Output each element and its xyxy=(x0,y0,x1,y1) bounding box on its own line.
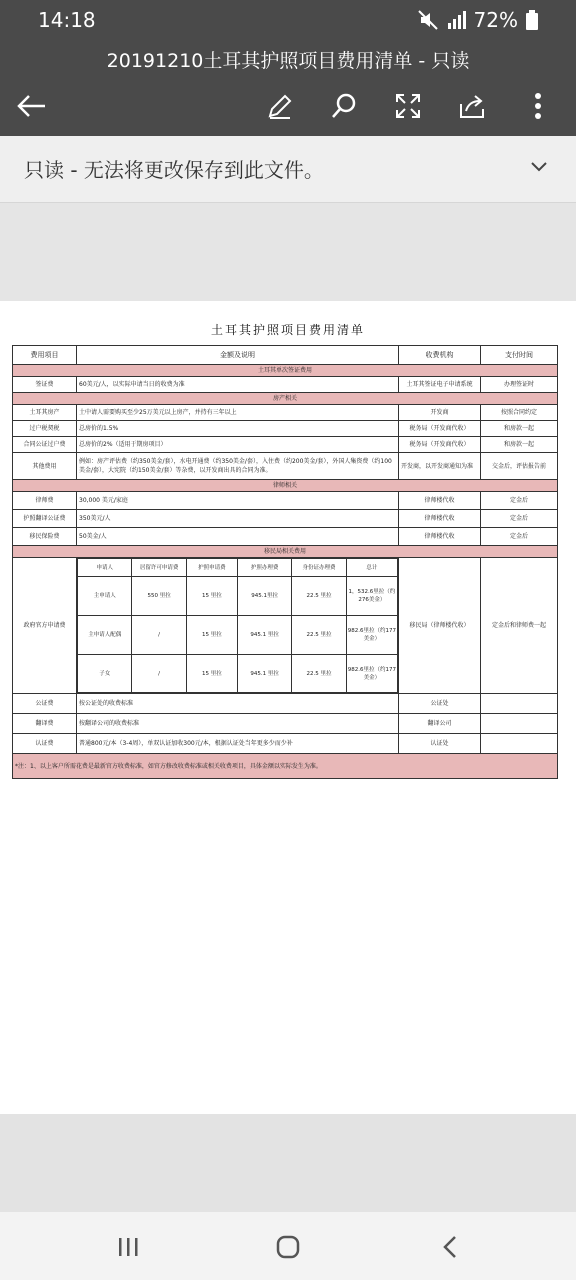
table-cell: 律师楼代收 xyxy=(399,492,481,510)
table-cell: 护照翻译公证费 xyxy=(13,510,77,528)
fee-breakdown-table xyxy=(77,558,398,693)
expand-icon xyxy=(395,93,421,119)
inner-header-cell: 护照申请费 xyxy=(186,559,237,577)
table-cell: 60美元/人，以实际申请当日的收费为准 xyxy=(77,377,399,393)
table-row xyxy=(13,558,558,694)
inner-cell: 22.5 里拉 xyxy=(292,616,346,655)
header-cell: 金额及说明 xyxy=(77,346,399,365)
table-cell: 税务局（开发商代收） xyxy=(399,421,481,437)
header-cell: 收费机构 xyxy=(399,346,481,365)
inner-header-cell: 申请人 xyxy=(78,559,132,577)
sheet-title: 土耳其护照项目费用清单 xyxy=(210,323,365,337)
inner-cell: 主申请人配偶 xyxy=(78,616,132,655)
table-cell: 土耳其签证电子申请系统 xyxy=(399,377,481,393)
inner-cell: 982.6里拉（约177美金） xyxy=(346,655,397,693)
inner-cell: 15 里拉 xyxy=(186,577,237,616)
table-cell: 开发商 xyxy=(399,405,481,421)
table-cell: 交金后，评估报告前 xyxy=(481,453,558,480)
recent-apps-icon xyxy=(117,1236,139,1258)
home-button[interactable] xyxy=(268,1232,308,1262)
inner-row xyxy=(78,616,398,655)
home-icon xyxy=(275,1234,301,1260)
footnote: *注：1、以上客户所需花费是最新官方收费标准，如官方修改收费标准或相关收费项目，具体金额以实际发生为准。 xyxy=(13,754,558,779)
table-cell: 认证费 xyxy=(13,734,77,754)
table-row xyxy=(13,405,558,421)
table-cell: 签证费 xyxy=(13,377,77,393)
system-back-button[interactable] xyxy=(430,1232,470,1262)
table-cell: 办理签证时 xyxy=(481,377,558,393)
table-cell: 按翻译公司的收费标准 xyxy=(77,714,399,734)
inner-header-row xyxy=(78,559,398,577)
table-row xyxy=(13,421,558,437)
section-title: 移民局相关费用 xyxy=(13,546,558,558)
table-cell: 翻译公司 xyxy=(399,714,481,734)
inner-header-cell: 护照办理费 xyxy=(237,559,291,577)
table-cell: 总房价的2%（适用于期房项目） xyxy=(77,437,399,453)
table-row xyxy=(13,377,558,393)
table-cell: 公证处 xyxy=(399,694,481,714)
inner-cell: 945.1里拉 xyxy=(237,577,291,616)
table-cell: 律师楼代收 xyxy=(399,528,481,546)
status-time: 14:18 xyxy=(38,8,96,32)
inner-cell: 15 里拉 xyxy=(186,655,237,693)
table-row xyxy=(13,528,558,546)
mute-icon xyxy=(418,10,438,30)
table-cell: 土中请人需要购买至少25万美元以上房产，并持有三年以上 xyxy=(77,405,399,421)
back-button[interactable] xyxy=(12,86,52,126)
table-row xyxy=(13,492,558,510)
edit-button[interactable] xyxy=(260,86,300,126)
inner-cell: 945.1 里拉 xyxy=(237,616,291,655)
inner-cell: 550 里拉 xyxy=(132,577,186,616)
table-cell xyxy=(481,714,558,734)
inner-cell: 1，532.6里拉（约276美金） xyxy=(346,577,397,616)
viewer-background-bottom xyxy=(0,1114,576,1212)
table-row xyxy=(13,694,558,714)
inner-cell: 22.5 里拉 xyxy=(292,577,346,616)
signal-icon xyxy=(446,11,466,29)
table-cell: 公证费 xyxy=(13,694,77,714)
document-page[interactable] xyxy=(0,301,576,1114)
section-row xyxy=(13,393,558,405)
note-row xyxy=(13,754,558,779)
table-cell xyxy=(481,734,558,754)
table-cell: 350美元/人 xyxy=(77,510,399,528)
app-bar xyxy=(0,42,576,136)
share-icon xyxy=(458,92,486,120)
table-cell: 定金后 xyxy=(481,510,558,528)
readonly-banner xyxy=(0,136,576,203)
section-title: 房产相关 xyxy=(13,393,558,405)
table-cell: 30,000 美元/家庭 xyxy=(77,492,399,510)
table-row xyxy=(13,437,558,453)
table-cell: 定金后 xyxy=(481,492,558,510)
table-header-row xyxy=(13,346,558,365)
system-navigation-bar xyxy=(0,1212,576,1280)
fullscreen-button[interactable] xyxy=(388,86,428,126)
table-row xyxy=(13,453,558,480)
table-cell: 50美金/人 xyxy=(77,528,399,546)
recent-apps-button[interactable] xyxy=(108,1232,148,1262)
inner-cell: 945.1 里拉 xyxy=(237,655,291,693)
table-cell: 合同公证过户费 xyxy=(13,437,77,453)
battery-level: 72% xyxy=(473,8,518,32)
inner-row xyxy=(78,655,398,693)
table-cell: 律师费 xyxy=(13,492,77,510)
table-cell: 过户税契税 xyxy=(13,421,77,437)
table-cell: 土耳其房产 xyxy=(13,405,77,421)
inner-cell: / xyxy=(132,655,186,693)
inner-cell: 982.6里拉（约177美金） xyxy=(346,616,397,655)
table-row xyxy=(13,734,558,754)
back-arrow-icon xyxy=(17,94,47,118)
inner-cell: 子女 xyxy=(78,655,132,693)
table-cell: 定金后 xyxy=(481,528,558,546)
table-cell: 认证处 xyxy=(399,734,481,754)
inner-cell: / xyxy=(132,616,186,655)
document-title: 20191210土耳其护照项目费用清单 - 只读 xyxy=(106,50,470,72)
header-cell: 费用项目 xyxy=(13,346,77,365)
table-cell: 按公证处的收费标准 xyxy=(77,694,399,714)
table-cell: 开发商，以开发商通知为准 xyxy=(399,453,481,480)
battery-icon xyxy=(526,10,538,30)
search-icon xyxy=(330,92,358,120)
table-cell: 其他费用 xyxy=(13,453,77,480)
chevron-down-icon[interactable] xyxy=(530,158,548,177)
more-options-button[interactable] xyxy=(518,86,558,126)
section-title: 律师相关 xyxy=(13,480,558,492)
edit-pen-icon xyxy=(266,92,294,120)
table-cell: 和房款一起 xyxy=(481,421,558,437)
section-row xyxy=(13,546,558,558)
table-cell: 律师楼代收 xyxy=(399,510,481,528)
table-cell: 按照合同约定 xyxy=(481,405,558,421)
more-vertical-icon xyxy=(534,93,542,119)
inner-cell: 主申请人 xyxy=(78,577,132,616)
table-cell: 移民保险费 xyxy=(13,528,77,546)
viewer-background-top xyxy=(0,203,576,301)
header-cell: 支付时间 xyxy=(481,346,558,365)
table-cell: 定金后和律师费一起 xyxy=(481,558,558,694)
inner-cell: 22.5 里拉 xyxy=(292,655,346,693)
fee-table xyxy=(12,345,558,779)
inner-header-cell: 总计 xyxy=(346,559,397,577)
status-bar xyxy=(0,0,576,42)
table-cell xyxy=(481,694,558,714)
table-cell: 翻译费 xyxy=(13,714,77,734)
table-row xyxy=(13,510,558,528)
table-cell: 政府官方申请费 xyxy=(13,558,77,694)
table-cell: 和房款一起 xyxy=(481,437,558,453)
readonly-message: 只读 - 无法将更改保存到此文件。 xyxy=(24,158,324,182)
table-cell: 普通800元/本（3-4周），单双认证加收300元/本，根据认证处当年更多少而少补 xyxy=(77,734,399,754)
table-cell: 移民局（律师楼代收） xyxy=(399,558,481,694)
inner-header-cell: 身份证办理费 xyxy=(292,559,346,577)
section-row xyxy=(13,480,558,492)
table-cell: 例如：房产评估费（约350美金/套），水电开通费（约350美金/套），入住费（约200美金/套），外国人集资费（约100美金/套），大宪院（约150美金/套）等杂费，以开发商出具的合同为准。 xyxy=(77,453,399,480)
chevron-left-icon xyxy=(442,1235,458,1259)
table-cell: 总房价的1.5% xyxy=(77,421,399,437)
status-icons xyxy=(418,8,538,32)
inner-cell: 15 里拉 xyxy=(186,616,237,655)
inner-header-cell: 居留许可申请费 xyxy=(132,559,186,577)
section-title: 土耳其单次签证费用 xyxy=(13,365,558,377)
table-row xyxy=(13,714,558,734)
search-button[interactable] xyxy=(324,86,364,126)
inner-row xyxy=(78,577,398,616)
fee-breakdown-cell xyxy=(77,558,399,694)
share-button[interactable] xyxy=(452,86,492,126)
section-row xyxy=(13,365,558,377)
table-cell: 税务局（开发商代收） xyxy=(399,437,481,453)
